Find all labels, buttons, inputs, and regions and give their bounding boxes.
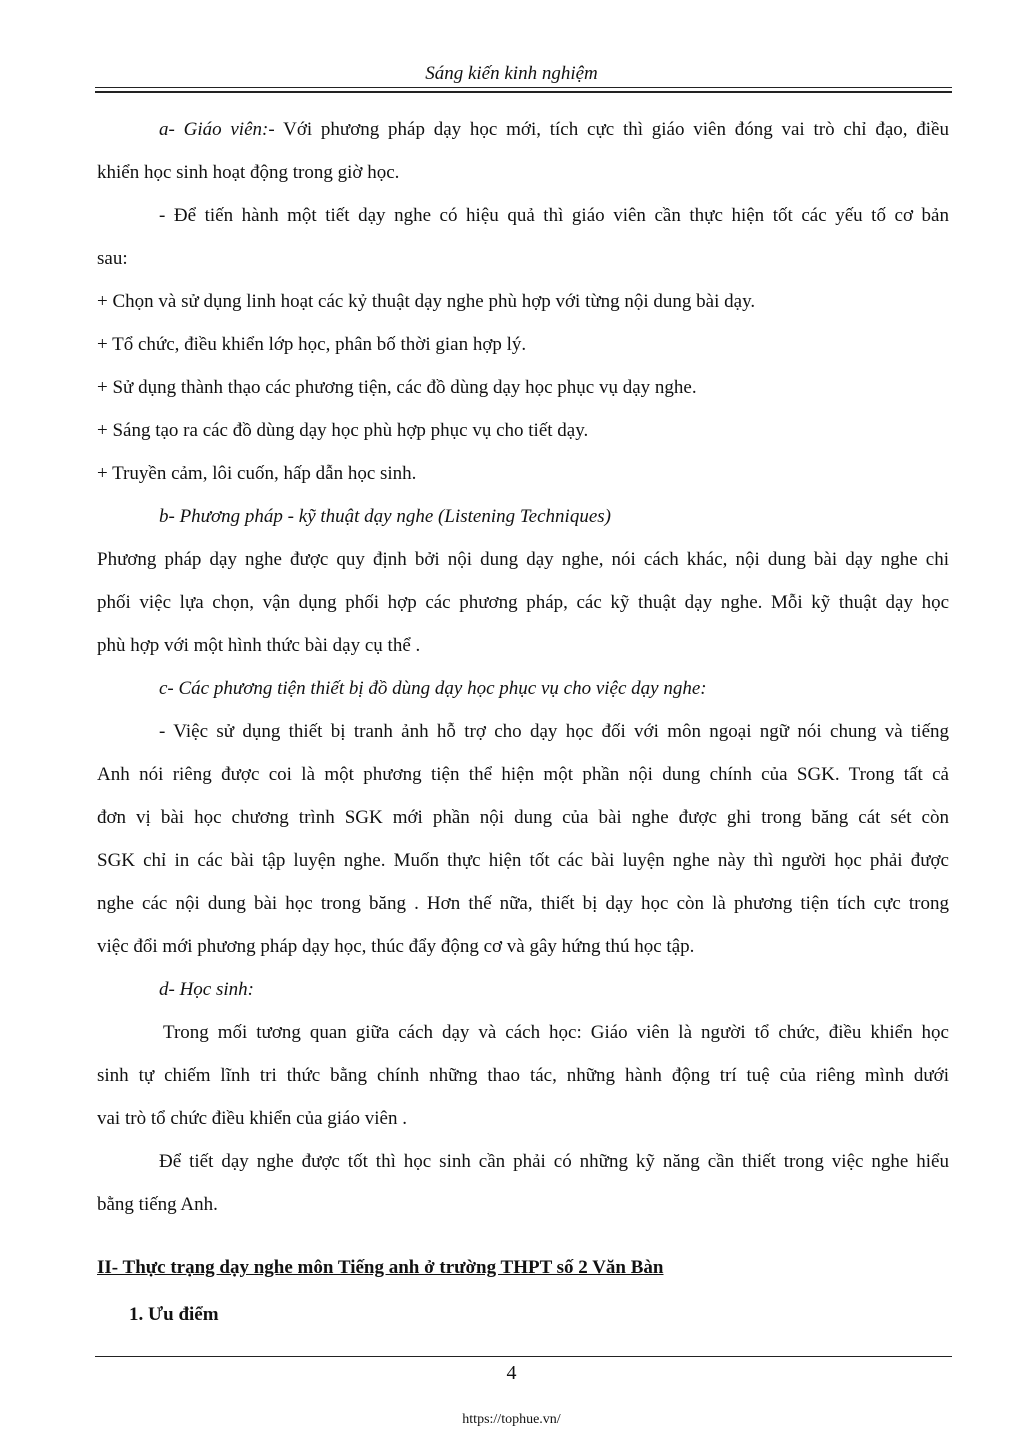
paragraph-d-line: vai trò tổ chức điều khiển của giáo viên . [97,1108,407,1129]
bullet-item: + Sáng tạo ra các đồ dùng dạy học phù hợp phục vụ cho tiết dạy. [97,420,589,441]
paragraph-a-line-2: khiển học sinh hoạt động trong giờ học. [97,162,400,183]
subsection-title: 1. Ưu điểm [129,1304,219,1325]
paragraph-2-line-2: sau: [97,248,128,269]
paragraph-c-line: Anh nói riêng được coi là một phương tiện thể hiện một phần nội dung chính của SGK. Trong tất cả [97,764,949,785]
source-url: https://tophue.vn/ [462,1412,561,1427]
paragraph-d-line: sinh tự chiếm lĩnh tri thức bằng chính những thao tác, những hành động trí tuệ của riêng mình dưới [97,1065,949,1086]
bullet-item: + Sử dụng thành thạo các phương tiện, các đồ dùng dạy học phục vụ dạy nghe. [97,377,697,398]
paragraph-b-line: phù hợp với một hình thức bài dạy cụ thể . [97,635,421,656]
section-spacer [97,1226,949,1246]
paragraph-c-line: việc đổi mới phương pháp dạy học, thúc đẩy động cơ và gây hứng thú học tập. [97,936,695,957]
section-title: II- Thực trạng dạy nghe môn Tiếng anh ở trường THPT số 2 Văn Bàn [97,1257,664,1278]
paragraph-b-line: Phương pháp dạy nghe được quy định bởi nội dung dạy nghe, nói cách khác, nội dung bài dạy nghe chi [97,549,949,570]
paragraph-a-text: - Với phương pháp dạy học mới, tích cực thì giáo viên đóng vai trò chỉ đạo, điều [268,119,949,140]
paragraph-e-line: Để tiết dạy nghe được tốt thì học sinh cần phải có những kỹ năng cần thiết trong việc nghe hiểu [159,1151,949,1172]
header-rule [95,87,952,88]
bullet-item: + Chọn và sử dụng linh hoạt các kỷ thuật dạy nghe phù hợp với từng nội dung bài dạy. [97,291,756,312]
paragraph-b-line: phối việc lựa chọn, vận dụng phối hợp các phương pháp, các kỹ thuật dạy nghe. Mỗi kỹ thuật dạy học [97,592,949,613]
bullet-item: + Tổ chức, điều khiển lớp học, phân bố thời gian hợp lý. [97,334,527,355]
paragraph-c-line: SGK chỉ in các bài tập luyện nghe. Muốn thực hiện tốt các bài luyện nghe này thì người học phải được [97,850,949,871]
paragraph-a-line-1 [97,108,949,151]
bullet-item: + Truyền cảm, lôi cuốn, hấp dẫn học sinh. [97,463,417,484]
page-number: 4 [506,1362,517,1384]
page-body [97,108,949,1341]
footer-rule [95,1356,952,1357]
heading-b-methods: b- Phương pháp - kỹ thuật dạy nghe (Listening Techniques) [159,506,611,527]
paragraph-2-line-1: - Để tiến hành một tiết dạy nghe có hiệu quả thì giáo viên cần thực hiện tốt các yếu tố cơ bản [159,205,949,226]
header-rule-thick [95,91,952,93]
paragraph-c-line: đơn vị bài học chương trình SGK mới phần nội dung của bài nghe được ghi trong băng cát sét còn [97,807,949,828]
paragraph-c-line: - Việc sử dụng thiết bị tranh ảnh hỗ trợ cho dạy học đối với môn ngoại ngữ nói chung và tiếng [159,721,949,742]
running-header-title: Sáng kiến kinh nghiệm [425,63,598,84]
heading-a-teacher: a- Giáo viên: [159,119,269,140]
paragraph-e-line: bằng tiếng Anh. [97,1194,218,1215]
heading-d-students: d- Học sinh: [159,979,254,1000]
heading-c-equipment: c- Các phương tiện thiết bị đồ dùng dạy học phục vụ cho việc dạy nghe: [159,678,707,699]
paragraph-c-line: nghe các nội dung bài học trong băng . Hơn thế nữa, thiết bị dạy học còn là phương tiện tích cực trong [97,893,949,914]
paragraph-d-line: Trong mối tương quan giữa cách dạy và cách học: Giáo viên là người tổ chức, điều khiển học [163,1022,949,1043]
